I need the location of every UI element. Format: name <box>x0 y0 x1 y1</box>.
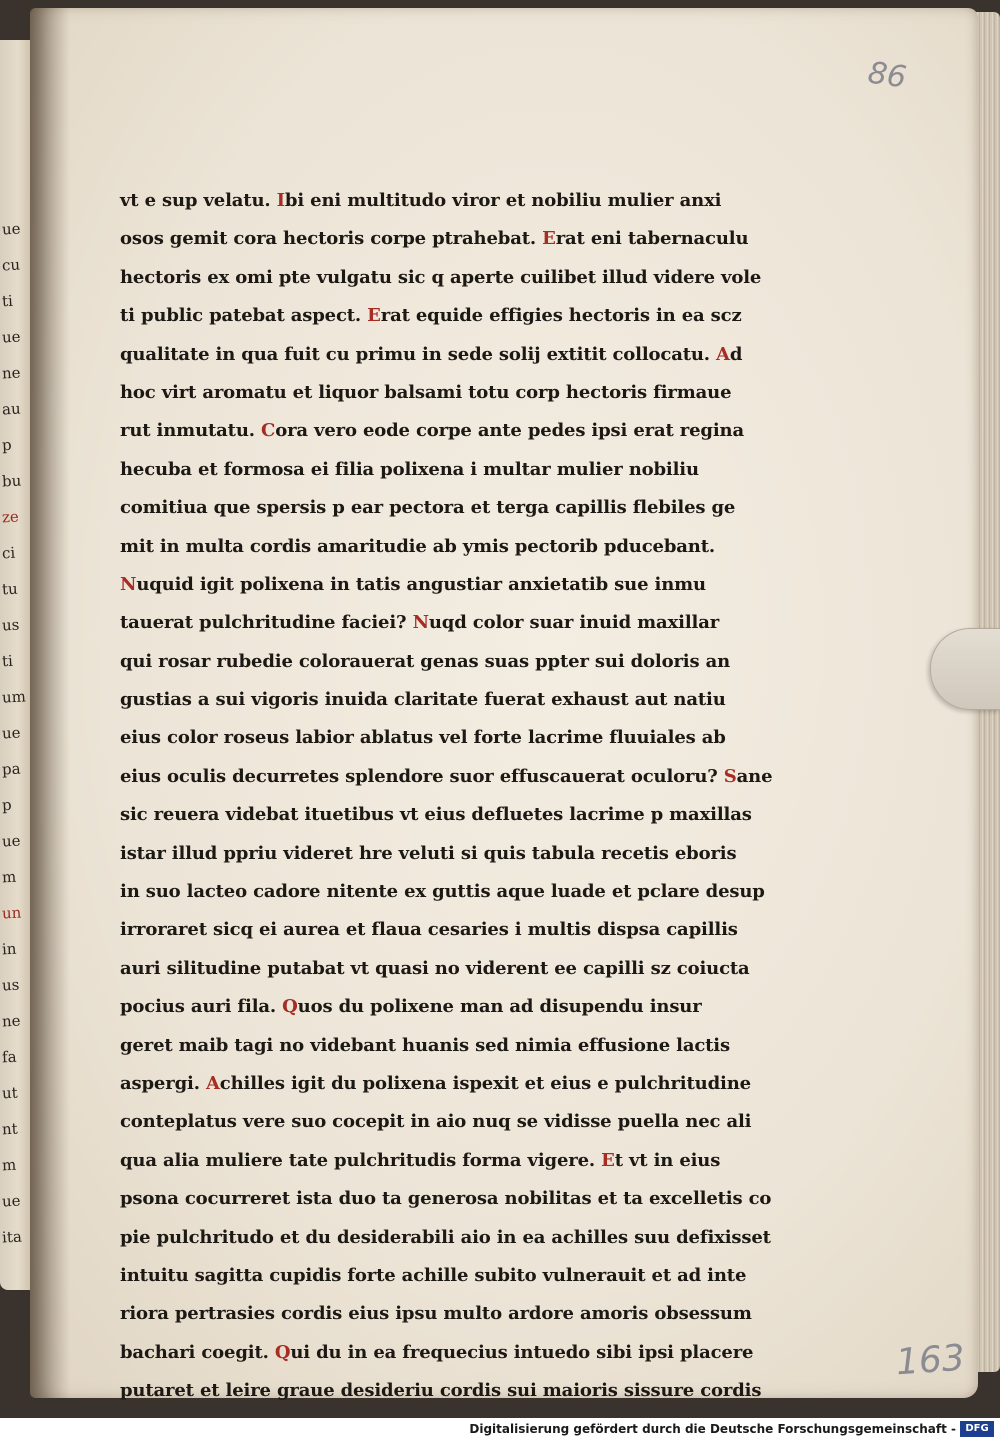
page-clip <box>930 628 1000 710</box>
text-segment: pie pulchritudo et du desiderabili aio in ea achilles suu defixisset <box>120 1226 771 1248</box>
text-line <box>120 1065 780 1103</box>
margin-fragment: ti <box>1 651 14 671</box>
rubricated-initial: E <box>542 228 556 250</box>
margin-fragment: bu <box>1 471 22 491</box>
text-segment: rut inmutatu. <box>120 420 262 442</box>
rubricated-initial: C <box>261 420 276 442</box>
text-segment: riora pertrasies cordis eius ipsu multo ardore amoris obsessum <box>120 1303 752 1325</box>
text-line <box>120 719 780 757</box>
text-line <box>120 1334 780 1372</box>
text-segment: ti public patebat aspect. <box>120 305 368 327</box>
text-segment: bi eni multitudo viror et nobiliu mulier anxi <box>284 190 722 211</box>
rubricated-initial: A <box>205 1072 220 1094</box>
margin-fragment: ne <box>1 1011 22 1031</box>
text-segment: in suo lacteo cadore nitente ex guttis aque luade et pclare desup <box>120 881 765 903</box>
text-segment: rat equide effigies hectoris in ea scz <box>380 305 742 327</box>
text-segment: mit in multa cordis amaritudie ab ymis pectorib pducebant. <box>120 535 716 557</box>
text-segment: qui rosar rubedie colorauerat genas suas ppter sui doloris an <box>120 650 731 672</box>
text-line <box>120 988 780 1026</box>
margin-fragment: p <box>1 435 13 455</box>
margin-fragment: p <box>1 795 13 815</box>
margin-fragment: nt <box>1 1119 19 1139</box>
margin-fragment: ue <box>1 219 22 239</box>
text-line <box>120 758 780 796</box>
text-line <box>120 604 780 642</box>
text-segment: rat eni tabernaculu <box>555 228 749 250</box>
margin-fragment: ne <box>1 363 22 383</box>
margin-fragment: ut <box>1 1083 19 1103</box>
text-segment: uos du polixene man ad disupendu insur <box>297 996 702 1018</box>
margin-fragment: un <box>1 903 22 923</box>
rubricated-initial: S <box>723 765 737 787</box>
text-segment: ane <box>736 765 773 787</box>
text-line <box>120 835 780 873</box>
text-line <box>120 374 780 412</box>
text-segment: qua alia muliere tate pulchritudis forma vigere. <box>120 1149 602 1171</box>
dfg-logo: DFG <box>960 1421 994 1437</box>
text-segment: qualitate in qua fuit cu primu in sede solij extitit collocatu. <box>120 343 717 365</box>
text-segment: psona cocurreret ista duo ta generosa nobilitas et ta excelletis co <box>120 1188 772 1210</box>
folio-number-top: 86 <box>865 55 909 96</box>
text-segment: vt e sup velatu. <box>120 190 277 211</box>
text-segment: intuitu sagitta cupidis forte achille subito vulnerauit et ad inte <box>120 1264 747 1286</box>
margin-fragment: fa <box>1 1047 17 1067</box>
margin-fragment: us <box>1 975 20 995</box>
text-line <box>120 1411 780 1419</box>
text-segment: d <box>729 343 743 365</box>
margin-fragment: ze <box>1 507 20 527</box>
text-line <box>120 259 780 297</box>
rubricated-initial: I <box>276 190 285 211</box>
text-line <box>120 1219 780 1257</box>
text-line <box>120 412 780 450</box>
margin-fragment: m <box>1 1155 17 1175</box>
margin-fragment: cu <box>1 255 21 275</box>
text-line <box>120 566 780 604</box>
margin-fragment: ue <box>1 1191 22 1211</box>
rubricated-initial: Q <box>274 1341 291 1363</box>
text-segment: chilles igit du polixena ispexit et eius e pulchritudine <box>219 1072 751 1094</box>
margin-fragment: us <box>1 615 20 635</box>
text-line <box>120 182 780 220</box>
text-line <box>120 643 780 681</box>
text-segment: gustias a sui vigoris inuida claritate fuerat exhaust aut natiu <box>120 689 726 711</box>
rubricated-initial: Q <box>282 996 298 1018</box>
text-segment: hoc virt aromatu et liquor balsami totu corp hectoris firmaue <box>120 381 732 403</box>
main-text-block <box>120 182 780 1418</box>
text-segment: hecuba et formosa ei filia polixena i multar mulier nobiliu <box>120 458 699 480</box>
rubricated-initial: E <box>367 305 381 327</box>
text-line <box>120 1103 780 1141</box>
text-line <box>120 1180 780 1218</box>
rubricated-initial: A <box>716 343 730 365</box>
text-line <box>120 796 780 834</box>
text-segment: uquid igit polixena in tatis angustiar anxietatib sue inmu <box>136 573 706 595</box>
margin-fragment: ue <box>1 831 22 851</box>
text-line <box>120 336 780 374</box>
text-line <box>120 1027 780 1065</box>
text-segment: ora vero eode corpe ante pedes ipsi erat regina <box>275 420 744 442</box>
text-line <box>120 297 780 335</box>
margin-fragment: au <box>1 399 22 419</box>
text-segment: t vt in eius <box>614 1149 721 1171</box>
text-line <box>120 911 780 949</box>
text-segment: istar illud ppriu videret hre veluti si quis tabula recetis eboris <box>120 842 737 864</box>
text-segment: aspergi. <box>120 1072 206 1094</box>
margin-fragment: um <box>1 687 27 707</box>
text-segment: hectoris ex omi pte vulgatu sic q aperte cuilibet illud videre vole <box>120 266 762 288</box>
margin-fragment: ue <box>1 723 22 743</box>
text-line <box>120 1372 780 1410</box>
text-segment: irroraret sicq ei aurea et flaua cesaries i multis dispsa capillis <box>120 919 738 941</box>
margin-fragment: ita <box>1 1227 23 1247</box>
margin-fragment: in <box>1 939 17 959</box>
folio-number-bottom: 163 <box>894 1337 967 1384</box>
text-segment: eius color roseus labior ablatus vel forte lacrime fluuiales ab <box>120 727 726 749</box>
text-segment: ui du in ea frequecius intuedo sibi ipsi placere <box>290 1341 754 1363</box>
text-segment: bachari coegit. <box>120 1341 275 1363</box>
credit-text: Digitalisierung gefördert durch die Deutsche Forschungsgemeinschaft - <box>469 1422 956 1436</box>
margin-fragment: ti <box>1 291 14 311</box>
text-line <box>120 489 780 527</box>
text-segment: conteplatus vere suo cocepit in aio nuq se vidisse puella nec ali <box>120 1111 752 1133</box>
text-line <box>120 451 780 489</box>
rubricated-initial: N <box>120 573 137 595</box>
text-segment: auri silitudine putabat vt quasi no viderent ee capilli sz coiucta <box>120 957 750 979</box>
text-line <box>120 873 780 911</box>
text-segment: comitiua que spersis p ear pectora et terga capillis flebiles ge <box>120 497 736 519</box>
text-segment: putaret et leire graue desideriu cordis sui maioris sissure cordis <box>120 1380 762 1402</box>
credit-bar <box>0 1418 1000 1440</box>
text-segment: pocius auri fila. <box>120 996 283 1018</box>
margin-fragment: ue <box>1 327 22 347</box>
text-segment: geret maib tagi no videbant huanis sed nimia effusione lactis <box>120 1034 730 1056</box>
text-segment: uqd color suar inuid maxillar <box>428 612 720 634</box>
text-line <box>120 950 780 988</box>
text-segment: tauerat pulchritudine faciei? <box>120 612 413 634</box>
text-line <box>120 1142 780 1180</box>
text-segment: eius oculis decurretes splendore suor effuscauerat oculoru? <box>120 765 724 787</box>
margin-fragment: ci <box>1 543 16 563</box>
margin-fragment: pa <box>1 759 22 779</box>
text-line <box>120 1295 780 1333</box>
margin-fragment: tu <box>1 579 19 599</box>
text-line <box>120 681 780 719</box>
rubricated-initial: N <box>412 612 429 634</box>
text-line <box>120 220 780 258</box>
text-line <box>120 528 780 566</box>
margin-fragment: m <box>1 867 17 887</box>
text-line <box>120 1257 780 1295</box>
rubricated-initial: E <box>601 1149 615 1171</box>
text-segment: osos gemit cora hectoris corpe ptrahebat. <box>120 228 543 250</box>
text-segment: sic reuera videbat ituetibus vt eius defluetes lacrime p maxillas <box>120 804 752 826</box>
